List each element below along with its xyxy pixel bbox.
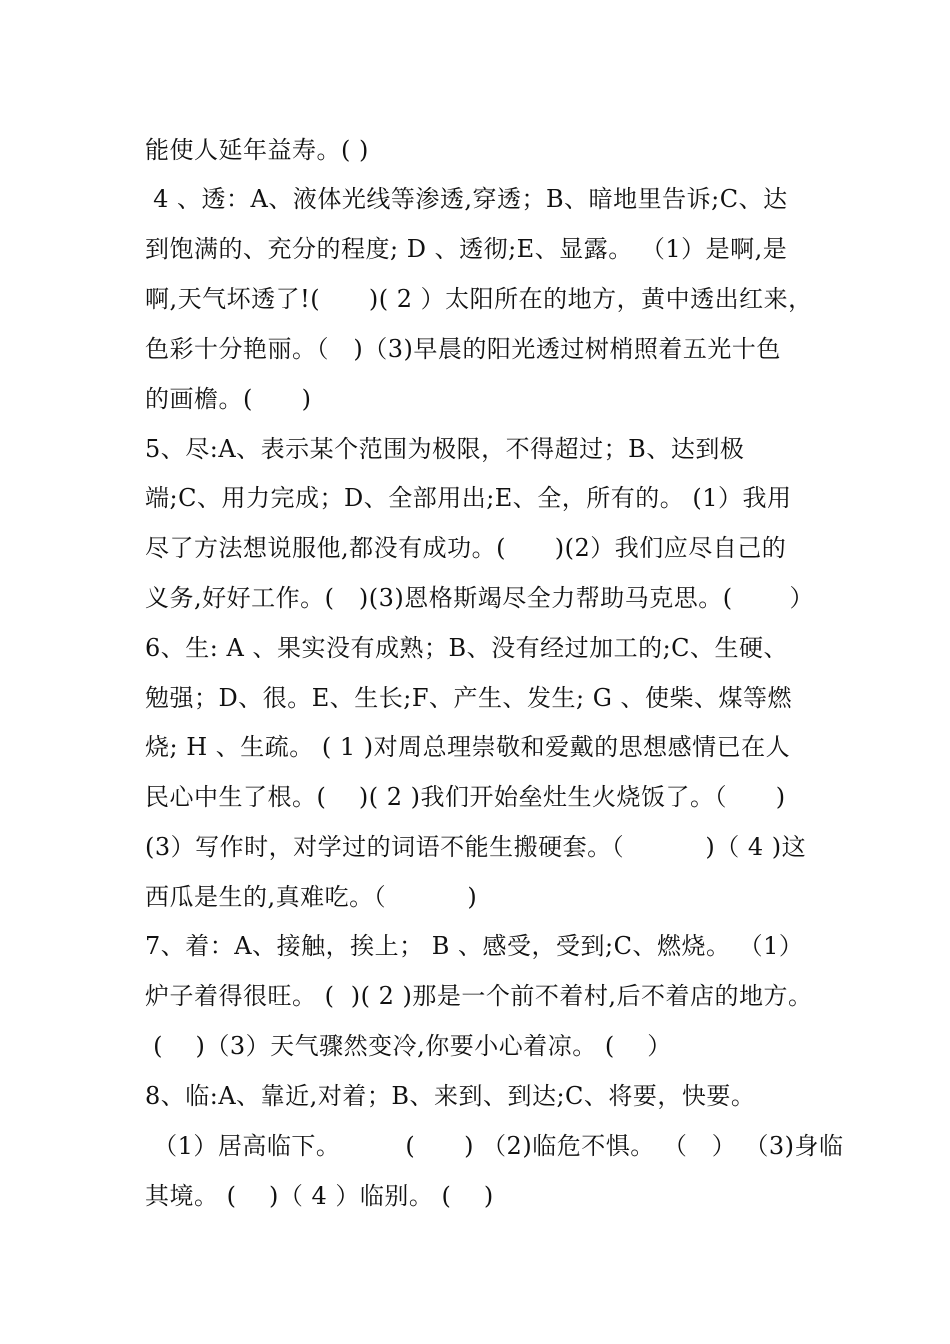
text-line-22: 其境。 ( )（ 4 ）临别。 ( ) — [145, 1182, 494, 1210]
text-line-19: ( )（3）天气骤然变冷,你要小心着凉。 ( ） — [145, 1032, 672, 1060]
text-line-15: (3）写作时，对学过的词语不能生搬硬套。（ )（ 4 )这 — [145, 833, 807, 861]
text-line-6: 的画檐。( ) — [145, 385, 312, 413]
text-line-12: 勉强；D、很。E、生长;F、产生、发生; G 、使柴、煤等燃 — [145, 684, 793, 712]
text-line-16: 西瓜是生的,真难吃。（ ) — [145, 883, 478, 911]
text-line-18: 炉子着得很旺。 ( )( 2 )那是一个前不着村,后不着店的地方。 — [145, 982, 813, 1010]
text-line-4: 啊,天气坏透了!( )( 2 ）太阳所在的地方，黄中透出红来， — [145, 285, 813, 313]
text-line-13: 烧; H 、生疏。 ( 1 )对周总理崇敬和爱戴的思想感情已在人 — [145, 733, 791, 761]
text-line-3: 到饱满的、充分的程度; D 、透彻;E、显露。 （1）是啊,是 — [145, 235, 788, 263]
text-line-10: 义务,好好工作。( )(3)恩格斯竭尽全力帮助马克思。( ） — [145, 584, 815, 612]
text-line-7: 5、尽:A、表示某个范围为极限，不得超过；B、达到极 — [145, 435, 745, 463]
text-line-21: （1）居高临下。 ( ) （2)临危不惧。 （ ） （3)身临 — [145, 1132, 844, 1160]
text-line-11: 6、生: A 、果实没有成熟；B、没有经过加工的;C、生硬、 — [145, 634, 789, 662]
text-line-17: 7、着：A、接触，挨上； B 、感受，受到;C、燃烧。 （1） — [145, 932, 804, 960]
text-line-1: 能使人延年益寿。( ) — [145, 136, 369, 164]
text-line-2: 4 、透：A、液体光线等渗透,穿透；B、暗地里告诉;C、达 — [145, 185, 788, 213]
text-line-8: 端;C、用力完成；D、全部用出;E、全，所有的。 (1）我用 — [145, 484, 792, 512]
text-line-20: 8、临:A、靠近,对着；B、来到、到达;C、将要，快要。 — [145, 1082, 756, 1110]
text-line-5: 色彩十分艳丽。（ )（3)早晨的阳光透过树梢照着五光十色 — [145, 335, 781, 363]
text-line-14: 民心中生了根。( )( 2 )我们开始垒灶生火烧饭了。（ ) — [145, 783, 786, 811]
text-line-9: 尽了方法想说服他,都没有成功。( )(2）我们应尽自己的 — [145, 534, 787, 562]
